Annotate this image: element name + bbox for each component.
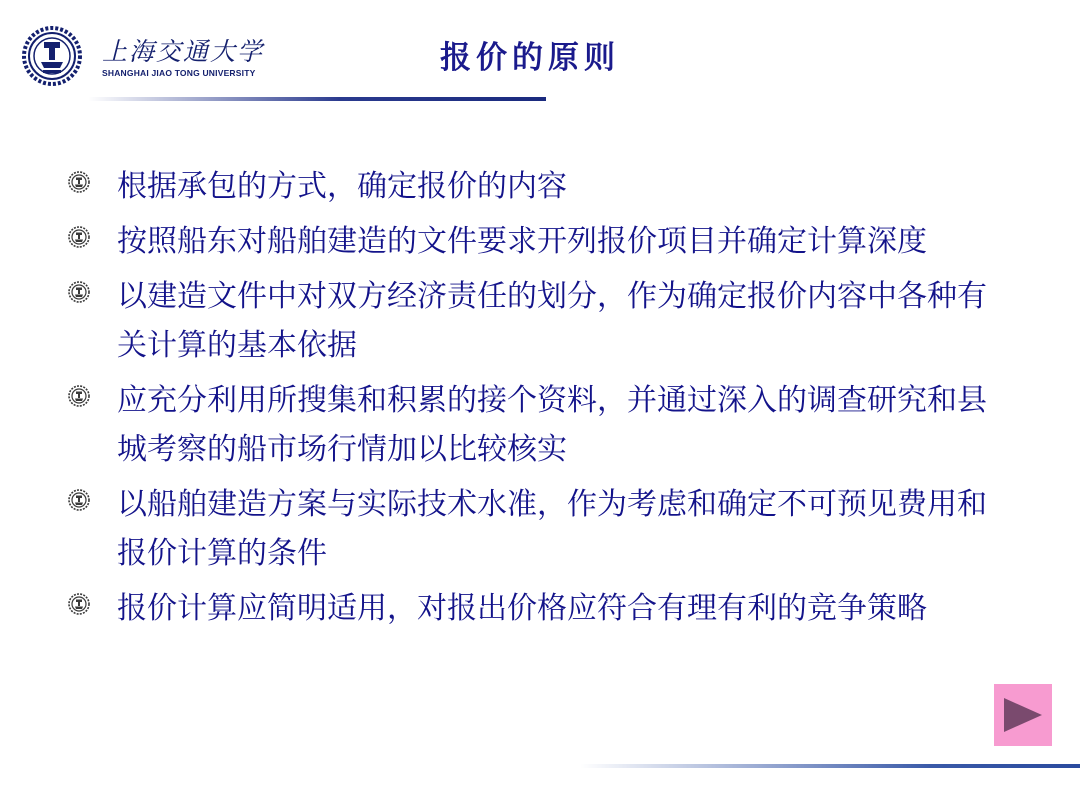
seal-bullet-icon [68, 593, 90, 615]
seal-bullet-icon [68, 281, 90, 303]
bullet-item [68, 376, 998, 474]
bullet-item [68, 217, 998, 266]
seal-bullet-icon [68, 489, 90, 511]
play-triangle-icon [994, 684, 1052, 746]
bullet-list [68, 162, 998, 639]
header-divider [88, 97, 546, 101]
university-seal-icon [22, 26, 82, 86]
bullet-text: 以船舶建造方案与实际技术水准，作为考虑和确定不可预见费用和报价计算的条件 [117, 487, 987, 571]
bullet-text: 应充分利用所搜集和积累的接个资料，并通过深入的调查研究和县城考察的船市场行情加以比较核实 [117, 383, 987, 467]
bullet-item [68, 162, 998, 211]
bullet-item [68, 480, 998, 578]
university-name-english: SHANGHAI JIAO TONG UNIVERSITY [102, 68, 256, 78]
bullet-item [68, 584, 998, 633]
seal-bullet-icon [68, 171, 90, 193]
next-slide-button[interactable] [994, 684, 1052, 746]
seal-bullet-icon [68, 226, 90, 248]
bullet-text: 以建造文件中对双方经济责任的划分，作为确定报价内容中各种有关计算的基本依据 [117, 279, 987, 363]
seal-bullet-icon [68, 385, 90, 407]
university-name-chinese: 上海交通大学 [102, 37, 265, 66]
bullet-text: 根据承包的方式，确定报价的内容 [117, 169, 567, 204]
bullet-item [68, 272, 998, 370]
slide-title: 报价的原则 [440, 40, 620, 76]
bullet-text: 报价计算应简明适用，对报出价格应符合有理有利的竞争策略 [117, 591, 927, 626]
bullet-text: 按照船东对船舶建造的文件要求开列报价项目并确定计算深度 [117, 224, 927, 259]
footer-divider [580, 764, 1080, 768]
